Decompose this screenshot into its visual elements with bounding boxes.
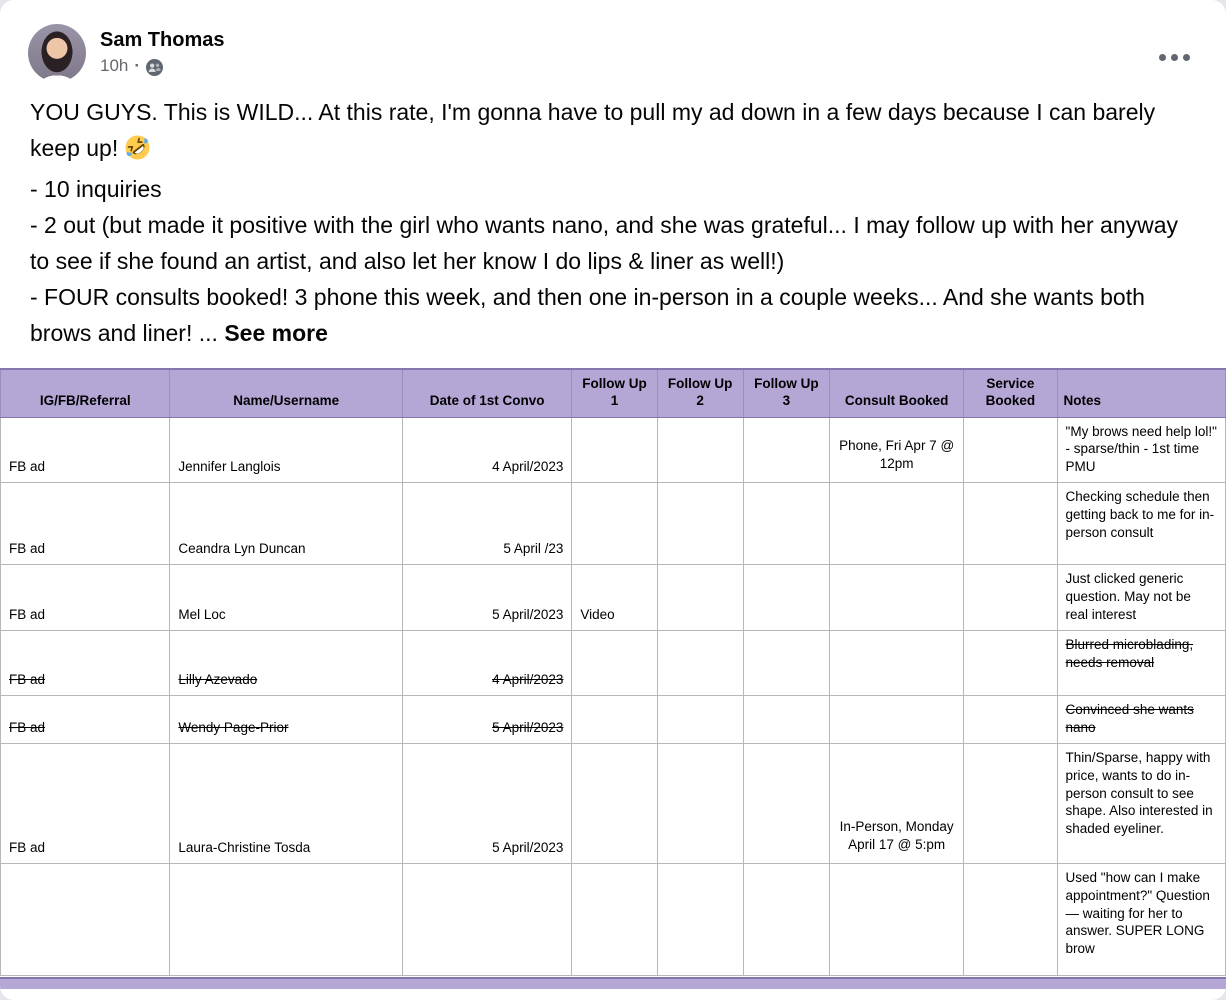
cell-consult: In-Person, Monday April 17 @ 5:pm — [829, 743, 963, 863]
inquiry-table — [0, 368, 1226, 976]
cell-consult — [829, 482, 963, 564]
cell-followup3 — [743, 564, 829, 630]
cell-notes: Thin/Sparse, happy with price, wants to do in-person consult to see shape. Also interested in shaded eyeliner. — [1057, 743, 1225, 863]
cell-date: 5 April/2023 — [402, 743, 571, 863]
cell-consult — [829, 863, 963, 975]
spreadsheet-screenshot[interactable] — [0, 368, 1226, 989]
cell-name: Wendy Page-Prior — [170, 695, 403, 743]
friends-privacy-icon — [146, 59, 163, 76]
cell-consult — [829, 630, 963, 695]
ellipsis-icon — [1159, 54, 1166, 61]
table-row — [1, 482, 1226, 564]
col-header-consult: Consult Booked — [829, 369, 963, 417]
post-text — [0, 82, 1226, 351]
cell-source: FB ad — [1, 417, 170, 482]
cell-date — [402, 863, 571, 975]
cell-followup3 — [743, 863, 829, 975]
see-more-link[interactable]: See more — [224, 320, 328, 346]
cell-service — [964, 630, 1057, 695]
cell-notes: Convinced she wants nano — [1057, 695, 1225, 743]
cell-name: Laura-Christine Tosda — [170, 743, 403, 863]
cell-source: FB ad — [1, 482, 170, 564]
cell-service — [964, 863, 1057, 975]
cell-followup1 — [572, 630, 657, 695]
table-row — [1, 743, 1226, 863]
table-row — [1, 863, 1226, 975]
post-header — [0, 0, 1226, 82]
cell-consult — [829, 695, 963, 743]
cell-date: 5 April/2023 — [402, 695, 571, 743]
cell-notes: Just clicked generic question. May not be real interest — [1057, 564, 1225, 630]
cell-followup1 — [572, 743, 657, 863]
cell-name: Ceandra Lyn Duncan — [170, 482, 403, 564]
rofl-emoji-icon — [124, 134, 151, 171]
cell-service — [964, 482, 1057, 564]
cell-followup3 — [743, 482, 829, 564]
col-header-notes: Notes — [1057, 369, 1225, 417]
meta-separator: · — [134, 56, 141, 75]
cell-consult — [829, 564, 963, 630]
col-header-followup1: Follow Up 1 — [572, 369, 657, 417]
cell-name: Mel Loc — [170, 564, 403, 630]
post-paragraph: - FOUR consults booked! 3 phone this week, and then one in-person in a couple weeks... And she wants both brows and liner! ... See more — [30, 284, 1145, 346]
post-paragraph: YOU GUYS. This is WILD... At this rate, I'm gonna have to pull my ad down in a few days because I can barely keep up! — [30, 94, 1196, 171]
avatar[interactable] — [28, 24, 86, 82]
cell-consult: Phone, Fri Apr 7 @ 12pm — [829, 417, 963, 482]
post-paragraph: - 10 inquiries — [30, 176, 162, 202]
cell-followup3 — [743, 695, 829, 743]
author-name[interactable]: Sam Thomas — [100, 29, 225, 51]
table-row — [1, 417, 1226, 482]
cell-service — [964, 564, 1057, 630]
cell-followup1 — [572, 417, 657, 482]
cell-source: FB ad — [1, 743, 170, 863]
cell-followup3 — [743, 743, 829, 863]
post-meta — [100, 56, 224, 76]
table-header-row — [1, 369, 1226, 417]
cell-source: FB ad — [1, 564, 170, 630]
cell-source: FB ad — [1, 630, 170, 695]
cell-followup2 — [657, 482, 743, 564]
post-timestamp[interactable]: 10h — [100, 56, 129, 75]
cell-followup2 — [657, 417, 743, 482]
table-row-struck — [1, 630, 1226, 695]
cell-notes: "My brows need help lol!" - sparse/thin - 1st time PMU — [1057, 417, 1225, 482]
cell-notes: Used "how can I make appointment?" Question — waiting for her to answer. SUPER LONG brow — [1057, 863, 1225, 975]
cell-service — [964, 743, 1057, 863]
col-header-followup2: Follow Up 2 — [657, 369, 743, 417]
post-options-button[interactable] — [1153, 48, 1196, 67]
cell-followup2 — [657, 743, 743, 863]
cell-followup3 — [743, 630, 829, 695]
cell-followup2 — [657, 695, 743, 743]
col-header-name: Name/Username — [170, 369, 403, 417]
cell-followup1: Video — [572, 564, 657, 630]
next-section-header-strip — [0, 977, 1226, 989]
cell-name — [170, 863, 403, 975]
cell-name: Jennifer Langlois — [170, 417, 403, 482]
post-header-text — [100, 24, 224, 76]
cell-followup2 — [657, 564, 743, 630]
table-row-struck — [1, 695, 1226, 743]
cell-date: 4 April/2023 — [402, 630, 571, 695]
cell-followup1 — [572, 695, 657, 743]
cell-followup1 — [572, 482, 657, 564]
cell-followup1 — [572, 863, 657, 975]
cell-followup3 — [743, 417, 829, 482]
cell-name: Lilly Azevado — [170, 630, 403, 695]
table-row — [1, 564, 1226, 630]
cell-date: 5 April /23 — [402, 482, 571, 564]
cell-source: FB ad — [1, 695, 170, 743]
col-header-source: IG/FB/Referral — [1, 369, 170, 417]
col-header-followup3: Follow Up 3 — [743, 369, 829, 417]
cell-date: 5 April/2023 — [402, 564, 571, 630]
cell-date: 4 April/2023 — [402, 417, 571, 482]
col-header-service: Service Booked — [964, 369, 1057, 417]
cell-notes: Blurred microblading, needs removal — [1057, 630, 1225, 695]
cell-service — [964, 695, 1057, 743]
cell-source — [1, 863, 170, 975]
cell-notes: Checking schedule then getting back to me for in-person consult — [1057, 482, 1225, 564]
post-paragraph: - 2 out (but made it positive with the girl who wants nano, and she was grateful... I may follow up with her anyway to see if she found an artist, and also let her know I do lips & liner as well!) — [30, 212, 1179, 274]
cell-followup2 — [657, 863, 743, 975]
cell-service — [964, 417, 1057, 482]
col-header-date: Date of 1st Convo — [402, 369, 571, 417]
cell-followup2 — [657, 630, 743, 695]
